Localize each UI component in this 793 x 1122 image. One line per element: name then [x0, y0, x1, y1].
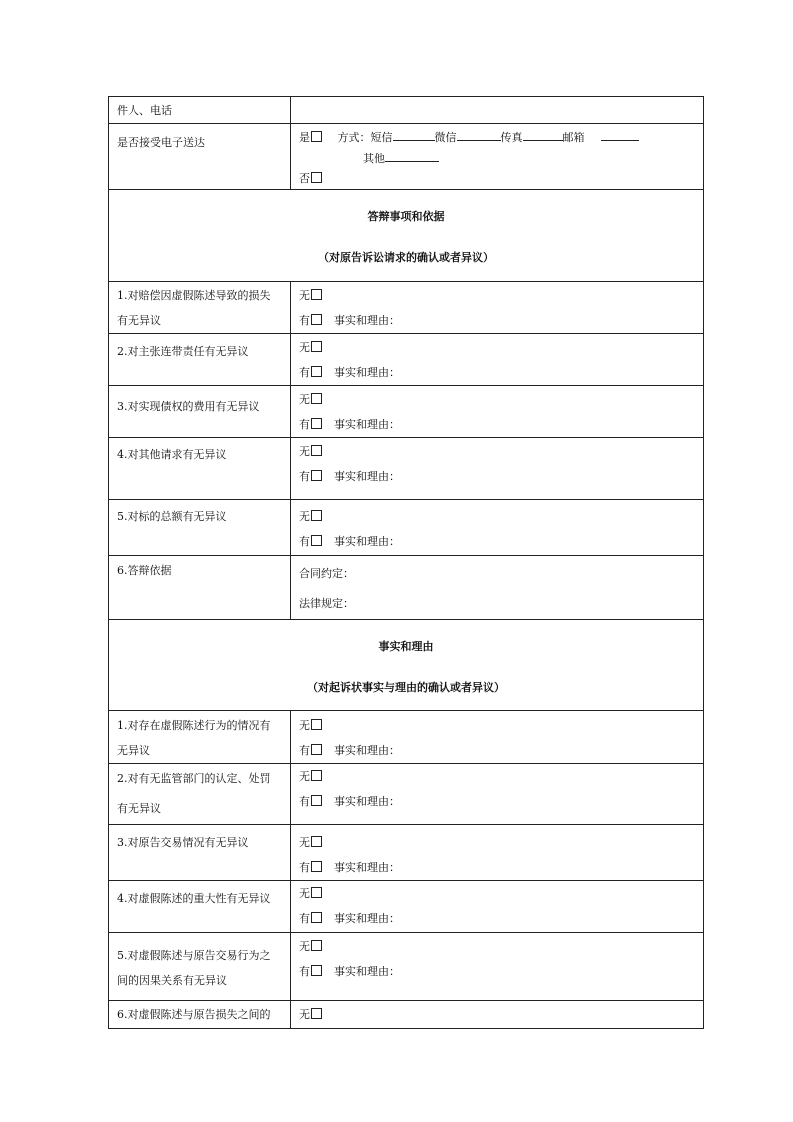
- yes-checkbox[interactable]: [311, 795, 322, 806]
- s2-item-label-cont: 有无异议: [117, 802, 161, 815]
- s2-item-row: [109, 711, 704, 764]
- law-basis-label: 法律规定：: [299, 597, 354, 610]
- no-option-label: 无: [299, 1008, 310, 1021]
- s1-item-row: [109, 500, 704, 556]
- facts-label: 事实和理由：: [334, 795, 400, 808]
- yes-checkbox[interactable]: [311, 314, 322, 325]
- s2-item-label-cont: 无异议: [117, 744, 150, 757]
- s2-item-label: 1.对存在虚假陈述行为的情况有: [117, 719, 271, 732]
- s1-item-label: 2.对主张连带责任有无异议: [117, 345, 249, 358]
- s2-item-row: [109, 764, 704, 825]
- e-service-label: 是否接受电子送达: [117, 136, 205, 149]
- yes-checkbox[interactable]: [311, 744, 322, 755]
- yes-option-label: 有: [299, 744, 310, 757]
- no-checkbox[interactable]: [311, 719, 322, 730]
- e-service-no-checkbox[interactable]: [311, 172, 322, 183]
- s2-item-row-last: [109, 1001, 704, 1029]
- no-checkbox[interactable]: [311, 1008, 322, 1019]
- no-option-label: 无: [299, 445, 310, 458]
- facts-label: 事实和理由：: [334, 366, 400, 379]
- wechat-blank[interactable]: [457, 129, 501, 141]
- s2-item-label: 5.对虚假陈述与原告交易行为之: [117, 949, 271, 962]
- yes-option-label: 有: [299, 965, 310, 978]
- contact-row: [109, 97, 704, 124]
- s1-item-row: [109, 386, 704, 438]
- s2-item-label: 4.对虚假陈述的重大性有无异议: [117, 892, 271, 905]
- wechat-label: 微信: [434, 131, 457, 144]
- section2-title: 事实和理由: [378, 640, 434, 653]
- s2-item-label: 3.对原告交易情况有无异议: [117, 836, 249, 849]
- contract-basis-label: 合同约定：: [299, 567, 354, 580]
- yes-checkbox[interactable]: [311, 535, 322, 546]
- facts-label: 事实和理由：: [334, 861, 400, 874]
- s1-item-label: 3.对实现债权的费用有无异议: [117, 400, 260, 413]
- s1-item-row: [109, 438, 704, 500]
- e-service-row: [109, 124, 704, 190]
- no-checkbox[interactable]: [311, 940, 322, 951]
- yes-checkbox[interactable]: [311, 470, 322, 481]
- no-checkbox[interactable]: [311, 289, 322, 300]
- contact-label: 件人、电话: [117, 104, 172, 117]
- no-checkbox[interactable]: [311, 887, 322, 898]
- facts-label: 事实和理由：: [334, 470, 400, 483]
- section1-header-row: [109, 190, 704, 282]
- s1-item-label: 4.对其他请求有无异议: [117, 448, 227, 461]
- yes-option-label: 有: [299, 861, 310, 874]
- facts-label: 事实和理由：: [334, 965, 400, 978]
- yes-option-label: 有: [299, 535, 310, 548]
- method-label: 方式：: [337, 131, 371, 144]
- no-option-label: 无: [299, 393, 310, 406]
- facts-label: 事实和理由：: [334, 535, 400, 548]
- sms-label: 短信: [370, 131, 393, 144]
- no-checkbox[interactable]: [311, 770, 322, 781]
- no-checkbox[interactable]: [311, 836, 322, 847]
- yes-option-label: 有: [299, 366, 310, 379]
- yes-checkbox[interactable]: [311, 366, 322, 377]
- facts-label: 事实和理由：: [334, 912, 400, 925]
- other-label: 其他: [363, 152, 385, 165]
- facts-label: 事实和理由：: [334, 418, 400, 431]
- defense-basis-label: 6.答辩依据: [117, 564, 172, 577]
- no-option-label: 无: [299, 887, 310, 900]
- no-option-label: 无: [299, 836, 310, 849]
- email-blank[interactable]: [601, 129, 639, 141]
- s1-item-label: 5.对标的总额有无异议: [117, 510, 227, 523]
- yes-option-label: 有: [299, 795, 310, 808]
- e-service-yes-checkbox[interactable]: [311, 131, 322, 142]
- e-service-no-label: 否: [299, 172, 310, 185]
- yes-option-label: 有: [299, 418, 310, 431]
- yes-checkbox[interactable]: [311, 912, 322, 923]
- s1-item-row: [109, 282, 704, 334]
- no-checkbox[interactable]: [311, 393, 322, 404]
- no-checkbox[interactable]: [311, 510, 322, 521]
- defense-basis-row: [109, 556, 704, 620]
- s1-item-label-cont: 有无异议: [117, 314, 161, 327]
- yes-checkbox[interactable]: [311, 861, 322, 872]
- no-option-label: 无: [299, 770, 310, 783]
- s2-item-label-cont: 间的因果关系有无异议: [117, 974, 227, 987]
- no-option-label: 无: [299, 940, 310, 953]
- no-checkbox[interactable]: [311, 341, 322, 352]
- e-service-yes-label: 是: [299, 131, 310, 144]
- section1-title: 答辩事项和依据: [367, 210, 445, 223]
- no-checkbox[interactable]: [311, 445, 322, 456]
- yes-checkbox[interactable]: [311, 418, 322, 429]
- yes-option-label: 有: [299, 314, 310, 327]
- yes-checkbox[interactable]: [311, 965, 322, 976]
- no-option-label: 无: [299, 289, 310, 302]
- facts-label: 事实和理由：: [334, 314, 400, 327]
- section2-header-row: [109, 620, 704, 711]
- email-label: 邮箱: [562, 131, 585, 144]
- no-option-label: 无: [299, 719, 310, 732]
- s1-item-row: [109, 334, 704, 386]
- fax-label: 传真: [500, 131, 523, 144]
- sms-blank[interactable]: [393, 129, 435, 141]
- fax-blank[interactable]: [523, 129, 563, 141]
- yes-option-label: 有: [299, 912, 310, 925]
- s2-item-row: [109, 825, 704, 881]
- section1-subtitle: （对原告诉讼请求的确认或者异议）: [318, 251, 494, 264]
- s2-item-label: 2.对有无监管部门的认定、处罚: [117, 772, 271, 785]
- no-option-label: 无: [299, 510, 310, 523]
- facts-label: 事实和理由：: [334, 744, 400, 757]
- s2-item-row: [109, 933, 704, 1001]
- other-blank[interactable]: [385, 150, 439, 162]
- section2-subtitle: （对起诉状事实与理由的确认或者异议）: [307, 681, 505, 694]
- s2-item-row: [109, 881, 704, 933]
- response-form: [108, 96, 704, 1029]
- s1-item-label: 1.对赔偿因虚假陈述导致的损失: [117, 289, 271, 302]
- s2-item-label: 6.对虚假陈述与原告损失之间的: [117, 1008, 271, 1021]
- contact-value-cell[interactable]: [291, 97, 704, 124]
- yes-option-label: 有: [299, 470, 310, 483]
- no-option-label: 无: [299, 341, 310, 354]
